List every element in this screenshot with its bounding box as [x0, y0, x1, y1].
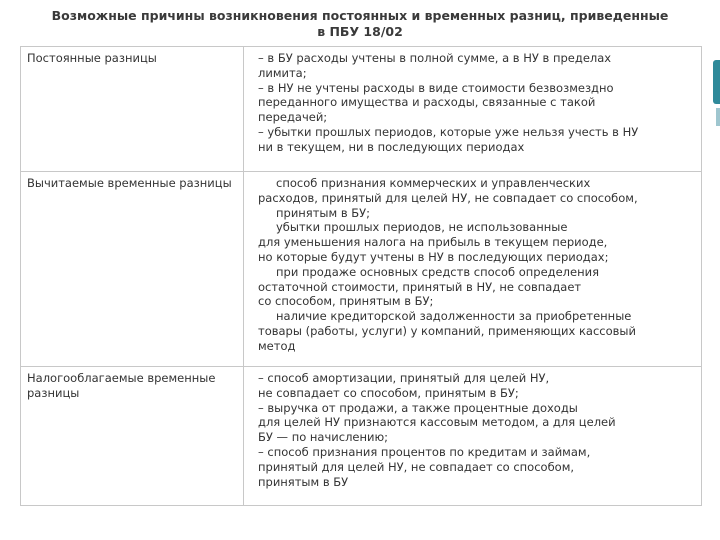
description-line: но которые будут учтены в НУ в последующих периодах; [258, 249, 609, 264]
description-line: не совпадает со способом, принятым в БУ; [258, 385, 519, 400]
description-line: со способом, принятым в БУ; [258, 294, 434, 309]
category-label: Вычитаемые временные разницы [27, 176, 232, 190]
description-line: принятый для целей НУ, не совпадает со способом, [258, 459, 575, 474]
description-line: передачей; [258, 110, 328, 125]
description-line: для целей НУ признаются кассовым методом, а для целей [258, 415, 616, 430]
title-line-1: Возможные причины возникновения постоянных и временных разниц, приведенные [51, 8, 669, 23]
description-line: – в БУ расходы учтены в полной сумме, а в НУ в пределах [258, 51, 612, 65]
description-line: переданного имущества и расходы, связанные с такой [258, 95, 596, 110]
description-line: ни в текущем, ни в последующих периодах [258, 139, 525, 154]
description-line: расходов, принятый для целей НУ, не совпадает со способом, [258, 190, 638, 205]
description-line: принятым в БУ [258, 474, 349, 489]
description-cell [244, 47, 702, 172]
accent-bar-small [716, 108, 720, 126]
title-line-2: в ПБУ 18/02 [317, 24, 403, 39]
description-line: лимита; [258, 65, 307, 80]
description-line: метод [258, 338, 296, 353]
category-cell [21, 47, 244, 172]
description-line: принятым в БУ; [276, 205, 371, 220]
reasons-table [20, 46, 702, 506]
table-row-permanent [21, 47, 702, 172]
description-line: для уменьшения налога на прибыль в текущем периоде, [258, 235, 608, 250]
description-cell [244, 172, 702, 367]
description-line: наличие кредиторской задолженности за приобретенные [276, 309, 632, 324]
description-line: убытки прошлых периодов, не использованные [276, 220, 568, 235]
category-label: Налогооблагаемые временные разницы [27, 371, 216, 400]
category-cell [21, 172, 244, 367]
table-row-taxable [21, 367, 702, 506]
table-title [20, 8, 700, 40]
description-line: остаточной стоимости, принятый в НУ, не совпадает [258, 279, 582, 294]
description-cell [244, 367, 702, 506]
description-line: БУ — по начислению; [258, 430, 389, 445]
description-line: – способ признания процентов по кредитам и займам, [258, 444, 591, 459]
description-line: – выручка от продажи, а также процентные доходы [258, 400, 578, 415]
category-label: Постоянные разницы [27, 51, 157, 65]
category-cell [21, 367, 244, 506]
accent-bar [713, 60, 720, 104]
table-row-deductible [21, 172, 702, 367]
description-line: – в НУ не учтены расходы в виде стоимости безвозмездно [258, 80, 614, 95]
description-line: способ признания коммерческих и управленческих [276, 176, 591, 190]
description-line: – убытки прошлых периодов, которые уже нельзя учесть в НУ [258, 124, 639, 139]
description-line: – способ амортизации, принятый для целей НУ, [258, 371, 550, 385]
description-line: при продаже основных средств способ определения [276, 264, 600, 279]
description-line: товары (работы, услуги) у компаний, применяющих кассовый [258, 323, 636, 338]
